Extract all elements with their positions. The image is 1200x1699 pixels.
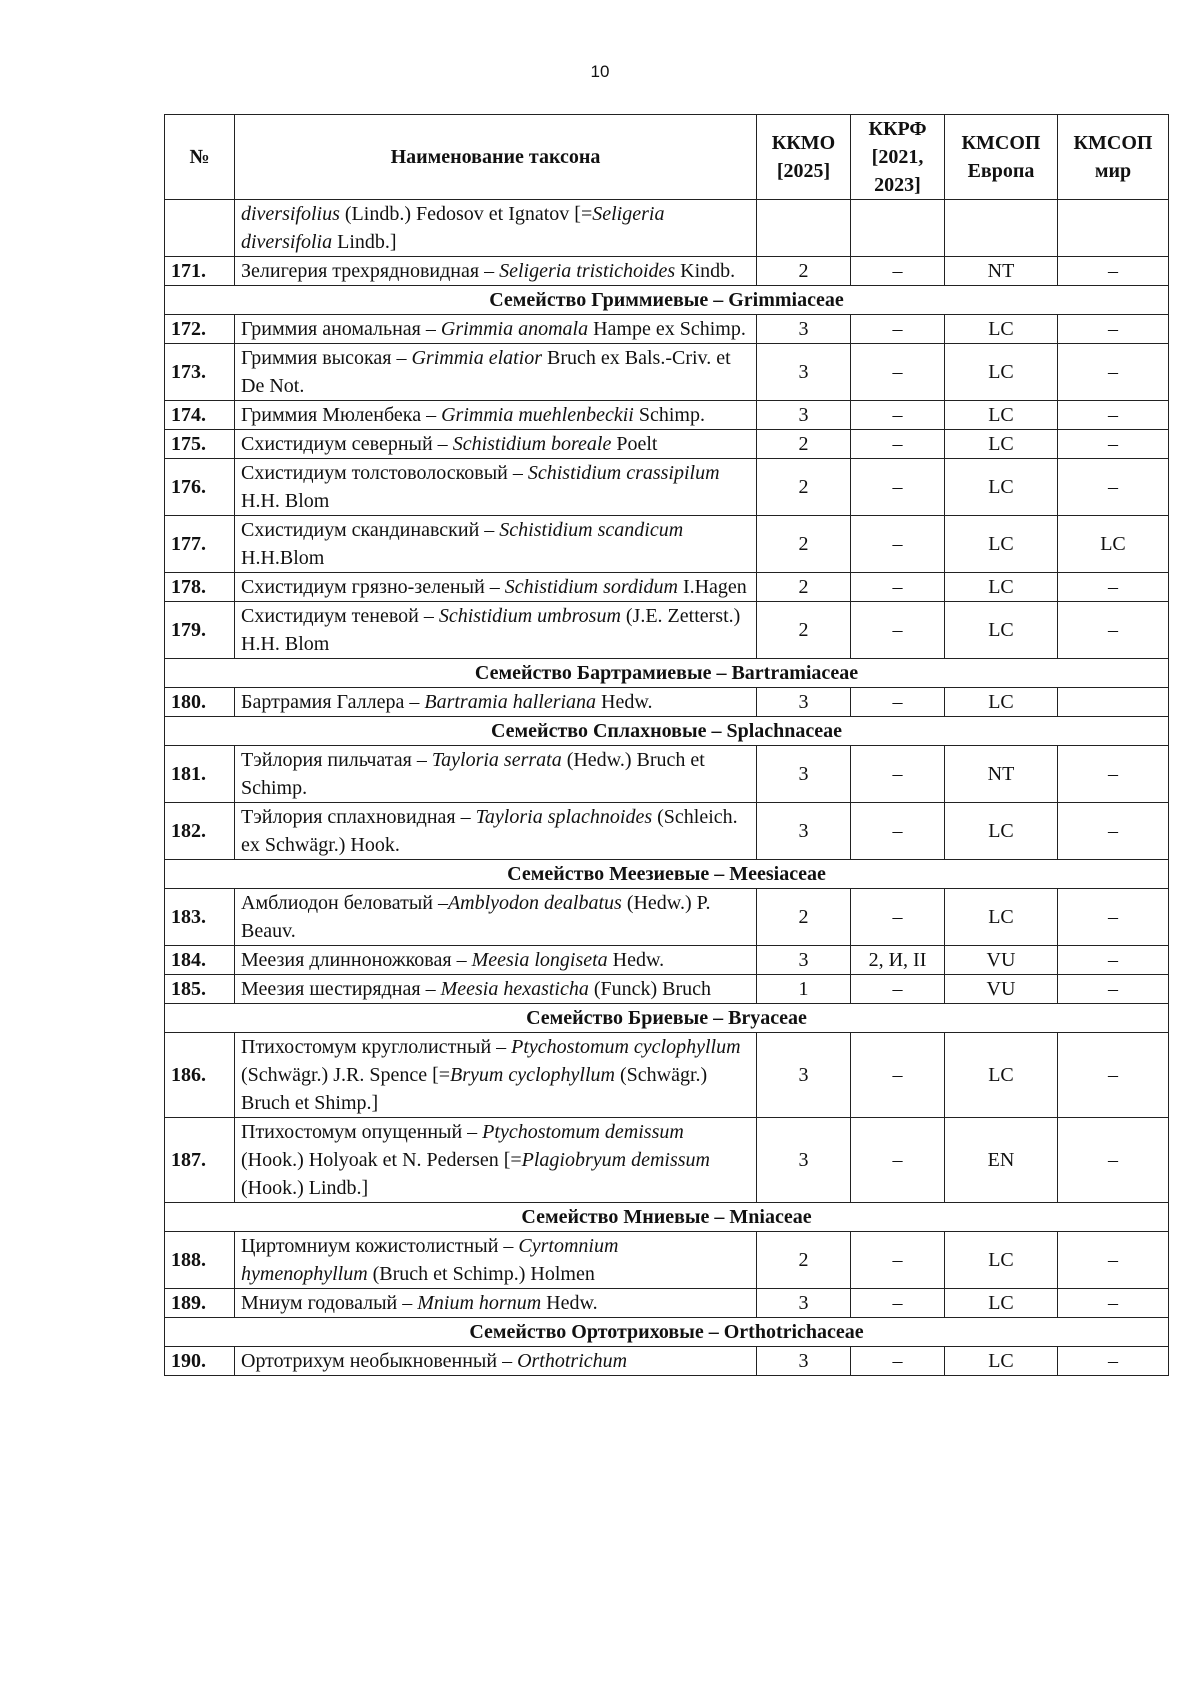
kkmo-value: 2 <box>757 430 851 459</box>
europe-status: VU <box>945 975 1058 1004</box>
table-row <box>165 257 1169 286</box>
kkmo-value: 2 <box>757 602 851 659</box>
taxon-name: Схистидиум грязно-зеленый – Schistidium sordidum I.Hagen <box>235 573 757 602</box>
taxon-name: Зелигерия трехрядновидная – Seligeria tristichoides Kindb. <box>235 257 757 286</box>
taxon-name: diversifolius (Lindb.) Fedosov et Ignatov [=Seligeria diversifolia Lindb.] <box>235 200 757 257</box>
row-number: 183. <box>165 889 235 946</box>
table-body <box>165 200 1169 1376</box>
row-number: 182. <box>165 803 235 860</box>
world-status: – <box>1058 1289 1169 1318</box>
kkrf-value: – <box>851 344 945 401</box>
world-status: – <box>1058 1232 1169 1289</box>
table-row <box>165 889 1169 946</box>
table-row <box>165 803 1169 860</box>
europe-status: LC <box>945 459 1058 516</box>
kkrf-value: – <box>851 1232 945 1289</box>
table-row <box>165 200 1169 257</box>
taxon-name: Меезия шестирядная – Meesia hexasticha (Funck) Bruch <box>235 975 757 1004</box>
europe-status: LC <box>945 516 1058 573</box>
family-label: Семейство Гриммиевые – Grimmiaceae <box>165 286 1169 315</box>
taxon-name: Мниум годовалый – Mnium hornum Hedw. <box>235 1289 757 1318</box>
kkrf-value: 2, И, II <box>851 946 945 975</box>
row-number: 187. <box>165 1118 235 1203</box>
europe-status: LC <box>945 1289 1058 1318</box>
kkmo-value: 2 <box>757 257 851 286</box>
row-number: 185. <box>165 975 235 1004</box>
europe-status: LC <box>945 602 1058 659</box>
europe-status: LC <box>945 1347 1058 1376</box>
kkmo-value: 3 <box>757 688 851 717</box>
kkrf-value: – <box>851 401 945 430</box>
header-name: Наименование таксона <box>235 115 757 200</box>
world-status <box>1058 200 1169 257</box>
world-status: – <box>1058 746 1169 803</box>
taxon-name: Тэйлория пильчатая – Tayloria serrata (Hedw.) Bruch et Schimp. <box>235 746 757 803</box>
taxon-name: Гриммия аномальная – Grimmia anomala Hampe ex Schimp. <box>235 315 757 344</box>
table-row <box>165 602 1169 659</box>
table-header-row <box>165 115 1169 200</box>
row-number: 173. <box>165 344 235 401</box>
world-status: – <box>1058 401 1169 430</box>
world-status: – <box>1058 803 1169 860</box>
world-status: – <box>1058 257 1169 286</box>
world-status: – <box>1058 1347 1169 1376</box>
header-kkrf: ККРФ [2021, 2023] <box>851 115 945 200</box>
taxon-name: Тэйлория сплахновидная – Tayloria splachnoides (Schleich. ex Schwägr.) Hook. <box>235 803 757 860</box>
kkmo-value: 3 <box>757 1289 851 1318</box>
kkrf-value: – <box>851 315 945 344</box>
row-number: 176. <box>165 459 235 516</box>
taxa-table <box>164 114 1169 1376</box>
europe-status: NT <box>945 746 1058 803</box>
taxon-name: Гриммия высокая – Grimmia elatior Bruch ex Bals.-Criv. et De Not. <box>235 344 757 401</box>
table-row <box>165 344 1169 401</box>
europe-status: LC <box>945 1232 1058 1289</box>
table-row <box>165 746 1169 803</box>
taxon-name: Гриммия Мюленбека – Grimmia muehlenbeckii Schimp. <box>235 401 757 430</box>
header-num: № <box>165 115 235 200</box>
europe-status: LC <box>945 344 1058 401</box>
row-number: 190. <box>165 1347 235 1376</box>
kkrf-value <box>851 200 945 257</box>
row-number: 189. <box>165 1289 235 1318</box>
taxon-name: Ортотрихум необыкновенный – Orthotrichum <box>235 1347 757 1376</box>
family-row <box>165 286 1169 315</box>
world-status: – <box>1058 1118 1169 1203</box>
row-number: 181. <box>165 746 235 803</box>
europe-status: EN <box>945 1118 1058 1203</box>
world-status: – <box>1058 946 1169 975</box>
family-label: Семейство Бриевые – Bryaceae <box>165 1004 1169 1033</box>
table-row <box>165 975 1169 1004</box>
table-row <box>165 573 1169 602</box>
table-row <box>165 1033 1169 1118</box>
taxon-name: Схистидиум северный – Schistidium boreale Poelt <box>235 430 757 459</box>
kkmo-value: 3 <box>757 746 851 803</box>
kkmo-value: 2 <box>757 516 851 573</box>
table-row <box>165 401 1169 430</box>
header-world: КМСОП мир <box>1058 115 1169 200</box>
kkmo-value: 3 <box>757 401 851 430</box>
europe-status: VU <box>945 946 1058 975</box>
family-row <box>165 860 1169 889</box>
taxon-name: Птихостомум опущенный – Ptychostomum demissum (Hook.) Holyoak et N. Pedersen [=Plagiobryum demissum (Hook.) Lindb.] <box>235 1118 757 1203</box>
kkmo-value: 3 <box>757 315 851 344</box>
europe-status: LC <box>945 573 1058 602</box>
kkrf-value: – <box>851 889 945 946</box>
kkmo-value <box>757 200 851 257</box>
world-status: – <box>1058 1033 1169 1118</box>
family-row <box>165 1318 1169 1347</box>
row-number <box>165 200 235 257</box>
row-number: 179. <box>165 602 235 659</box>
kkmo-value: 3 <box>757 803 851 860</box>
row-number: 186. <box>165 1033 235 1118</box>
table-row <box>165 430 1169 459</box>
taxon-name: Меезия длинноножковая – Meesia longiseta Hedw. <box>235 946 757 975</box>
world-status: – <box>1058 975 1169 1004</box>
europe-status: LC <box>945 1033 1058 1118</box>
europe-status: LC <box>945 889 1058 946</box>
kkmo-value: 2 <box>757 1232 851 1289</box>
table-row <box>165 688 1169 717</box>
kkrf-value: – <box>851 975 945 1004</box>
world-status: – <box>1058 602 1169 659</box>
row-number: 188. <box>165 1232 235 1289</box>
europe-status: LC <box>945 315 1058 344</box>
row-number: 180. <box>165 688 235 717</box>
family-label: Семейство Мниевые – Mniaceae <box>165 1203 1169 1232</box>
europe-status: NT <box>945 257 1058 286</box>
kkrf-value: – <box>851 1289 945 1318</box>
taxon-name: Схистидиум теневой – Schistidium umbrosum (J.E. Zetterst.) H.H. Blom <box>235 602 757 659</box>
row-number: 175. <box>165 430 235 459</box>
kkrf-value: – <box>851 1118 945 1203</box>
family-label: Семейство Меезиевые – Meesiaceae <box>165 860 1169 889</box>
taxon-name: Амблиодон беловатый –Amblyodon dealbatus (Hedw.) P. Beauv. <box>235 889 757 946</box>
kkmo-value: 1 <box>757 975 851 1004</box>
kkrf-value: – <box>851 430 945 459</box>
world-status: – <box>1058 315 1169 344</box>
row-number: 174. <box>165 401 235 430</box>
world-status: – <box>1058 430 1169 459</box>
family-row <box>165 659 1169 688</box>
world-status: – <box>1058 344 1169 401</box>
kkrf-value: – <box>851 688 945 717</box>
kkrf-value: – <box>851 1347 945 1376</box>
kkmo-value: 3 <box>757 1118 851 1203</box>
family-row <box>165 1004 1169 1033</box>
taxon-name: Птихостомум круглолистный – Ptychostomum cyclophyllum (Schwägr.) J.R. Spence [=Bryum cyclophyllum (Schwägr.) Bruch et Shimp.] <box>235 1033 757 1118</box>
world-status: – <box>1058 889 1169 946</box>
world-status: LC <box>1058 516 1169 573</box>
row-number: 172. <box>165 315 235 344</box>
kkrf-value: – <box>851 803 945 860</box>
header-europe: КМСОП Европа <box>945 115 1058 200</box>
taxon-name: Циртомниум кожистолистный – Cyrtomnium hymenophyllum (Bruch et Schimp.) Holmen <box>235 1232 757 1289</box>
row-number: 184. <box>165 946 235 975</box>
kkrf-value: – <box>851 257 945 286</box>
table-row <box>165 459 1169 516</box>
table-row <box>165 315 1169 344</box>
table-row <box>165 516 1169 573</box>
taxon-name: Схистидиум толстоволосковый – Schistidium crassipilum H.H. Blom <box>235 459 757 516</box>
kkmo-value: 3 <box>757 1347 851 1376</box>
header-kkmo: ККМО [2025] <box>757 115 851 200</box>
family-label: Семейство Бартрамиевые – Bartramiaceae <box>165 659 1169 688</box>
kkmo-value: 2 <box>757 889 851 946</box>
table-row <box>165 1289 1169 1318</box>
kkmo-value: 2 <box>757 573 851 602</box>
kkrf-value: – <box>851 602 945 659</box>
row-number: 178. <box>165 573 235 602</box>
family-label: Семейство Сплахновые – Splachnaceae <box>165 717 1169 746</box>
europe-status: LC <box>945 803 1058 860</box>
kkrf-value: – <box>851 516 945 573</box>
taxon-name: Бартрамия Галлера – Bartramia halleriana Hedw. <box>235 688 757 717</box>
row-number: 171. <box>165 257 235 286</box>
family-row <box>165 717 1169 746</box>
kkrf-value: – <box>851 459 945 516</box>
kkrf-value: – <box>851 1033 945 1118</box>
kkmo-value: 3 <box>757 946 851 975</box>
world-status: – <box>1058 459 1169 516</box>
family-label: Семейство Ортотриховые – Orthotrichaceae <box>165 1318 1169 1347</box>
taxon-name: Схистидиум скандинавский – Schistidium scandicum H.H.Blom <box>235 516 757 573</box>
europe-status <box>945 200 1058 257</box>
europe-status: LC <box>945 401 1058 430</box>
page-number: 10 <box>590 62 610 81</box>
kkrf-value: – <box>851 573 945 602</box>
table-row <box>165 1232 1169 1289</box>
table-row <box>165 946 1169 975</box>
kkmo-value: 2 <box>757 459 851 516</box>
europe-status: LC <box>945 430 1058 459</box>
table-row <box>165 1118 1169 1203</box>
family-row <box>165 1203 1169 1232</box>
kkrf-value: – <box>851 746 945 803</box>
table-row <box>165 1347 1169 1376</box>
row-number: 177. <box>165 516 235 573</box>
kkmo-value: 3 <box>757 344 851 401</box>
europe-status: LC <box>945 688 1058 717</box>
world-status <box>1058 688 1169 717</box>
world-status: – <box>1058 573 1169 602</box>
kkmo-value: 3 <box>757 1033 851 1118</box>
